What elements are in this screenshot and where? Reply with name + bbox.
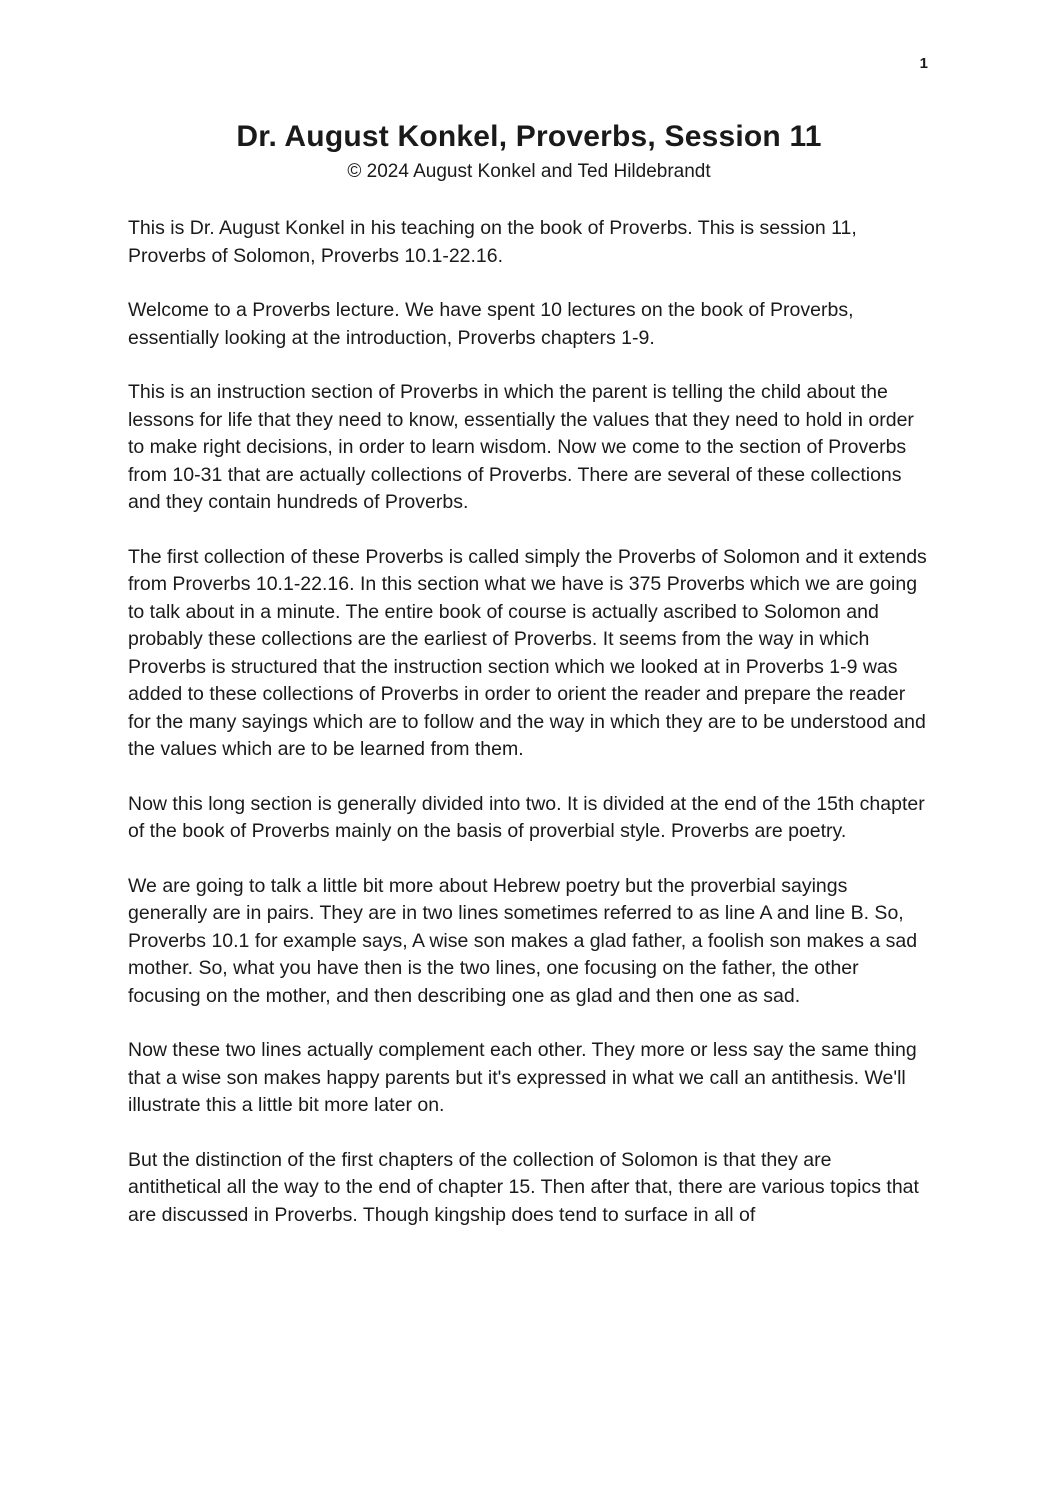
paragraph-instruction-section: This is an instruction section of Proverbs in which the parent is telling the child about the lessons for life that they need to know, essentially the values that they need to hold in order to make right decisions, in order to learn wisdom. Now we come to the section of Proverbs from 10-31 that are actually collections of Proverbs. There are several of these collections and they contain hundreds of Proverbs. — [128, 381, 914, 513]
document-body — [128, 215, 930, 1229]
paragraph-intro: This is Dr. August Konkel in his teaching on the book of Proverbs. This is session 11, Proverbs of Solomon, Proverbs 10.1-22.16. — [128, 217, 857, 267]
paragraph-first-collection: The first collection of these Proverbs is called simply the Proverbs of Solomon and it extends from Proverbs 10.1-22.16. In this section what we have is 375 Proverbs which we are going to talk about in a minute. The entire book of course is actually ascribed to Solomon and probably these collections are the earliest of Proverbs. It seems from the way in which Proverbs is structured that the instruction section which we looked at in Proverbs 1-9 was added to these collections of Proverbs in order to orient the reader and prepare the reader for the many sayings which are to follow and the way in which they are to be understood and the values which are to be learned from them. — [128, 545, 927, 760]
paragraph-long-section: Now this long section is generally divided into two. It is divided at the end of the 15th chapter of the book of Proverbs mainly on the basis of proverbial style. Proverbs are poetry. — [128, 792, 925, 842]
copyright-line: © 2024 August Konkel and Ted Hildebrandt — [347, 161, 711, 182]
paragraph-two-lines: Now these two lines actually complement each other. They more or less say the same thing that a wise son makes happy parents but it's expressed in what we call an antithesis. We'll illustrate this a little bit more later on. — [128, 1039, 917, 1116]
paragraph-hebrew-poetry: We are going to talk a little bit more about Hebrew poetry but the proverbial sayings generally are in pairs. They are in two lines sometimes referred to as line A and line B. So, Proverbs 10.1 for example says, A wise son makes a glad father, a foolish son makes a sad mother. So, what you have then is the two lines, one focusing on the father, the other focusing on the mother, and then describing one as glad and then one as sad. — [128, 874, 918, 1007]
paragraph-welcome: Welcome to a Proverbs lecture. We have spent 10 lectures on the book of Proverbs, essentially looking at the introduction, Proverbs chapters 1-9. — [128, 299, 854, 349]
page-number: 1 — [919, 55, 928, 72]
document-title: Dr. August Konkel, Proverbs, Session 11 — [236, 120, 822, 153]
paragraph-antithetical: But the distinction of the first chapters of the collection of Solomon is that they are antithetical all the way to the end of chapter 15. Then after that, there are various topics that are discussed in Proverbs. Though kingship does tend to surface in all of — [128, 1148, 919, 1226]
